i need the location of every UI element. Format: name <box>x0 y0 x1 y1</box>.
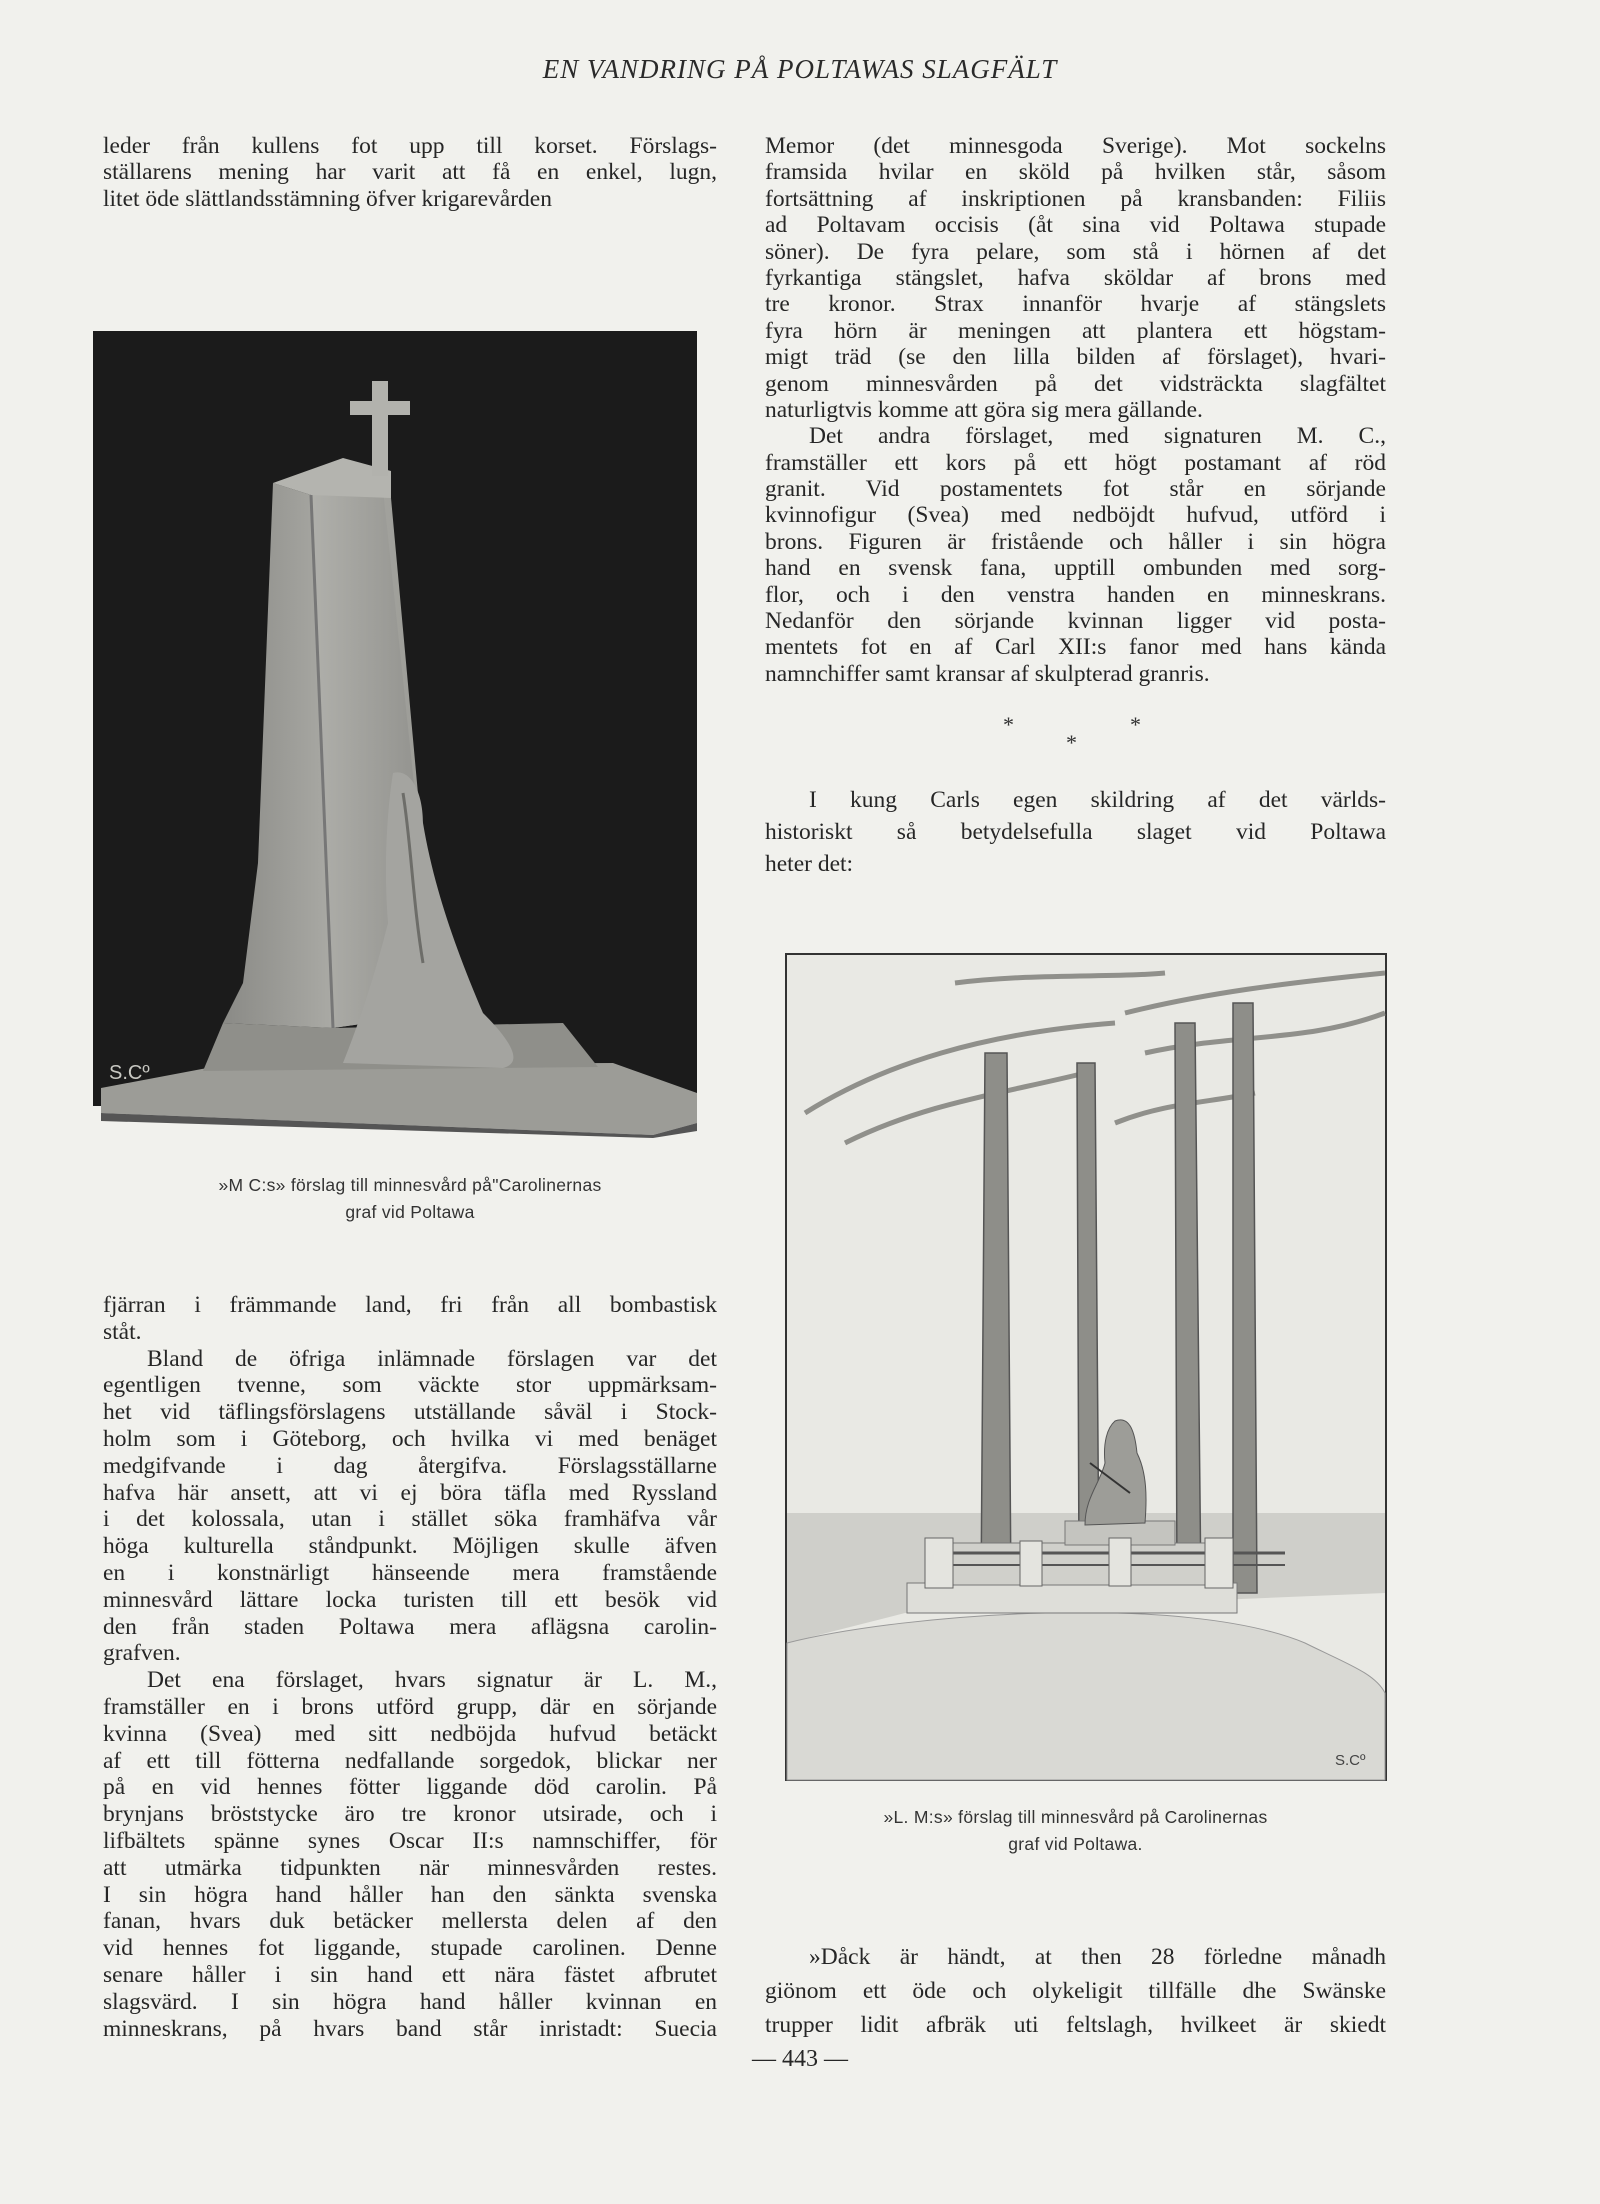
text-line: slagsvärd. I sin högra hand håller kvinnan en <box>103 1988 717 2015</box>
text-line: I sin högra hand håller han den sänkta svenska <box>103 1881 717 1908</box>
text-line: I kung Carls egen skildring af det världs- <box>809 787 1386 813</box>
drawing-signature: S.Cº <box>1335 1752 1366 1769</box>
text-line: giönom ett öde och olykeligit tillfälle dhe Swänske <box>765 1978 1386 2004</box>
figure2-caption-line: graf vid Poltawa. <box>1008 1834 1143 1854</box>
right-column-bottom-text <box>765 1940 1386 2042</box>
text-line: fjärran i främmande land, fri från all bombastisk <box>103 1292 717 1318</box>
separator-star: * <box>1066 730 1077 755</box>
text-line: på en vid hennes fötter liggande död carolin. På <box>103 1774 717 1801</box>
text-line: brons. Figuren är fristående och håller i sin högra <box>765 528 1386 555</box>
text-line: litet öde slättlandsstämning öfver krigarevården <box>103 185 552 212</box>
text-line: i det kolossala, utan i stället söka framhäfva vår <box>103 1506 717 1533</box>
text-line: brynjans bröststycke äro tre kronor utsirade, och i <box>103 1801 717 1828</box>
text-line: kvinnofigur (Svea) med nedböjdt hufvud, utförd i <box>765 502 1386 529</box>
figure1-caption-line: graf vid Poltawa <box>345 1202 475 1222</box>
text-line: holm som i Göteborg, och hvilka vi med benäget <box>103 1425 717 1452</box>
text-line: heter det: <box>765 851 854 877</box>
text-line: »Dåck är händt, at then 28 förledne månadh <box>809 1944 1386 1970</box>
photo-signature: S.Cº <box>109 1062 150 1084</box>
text-line: Det andra förslaget, med signaturen M. C., <box>809 423 1386 450</box>
right-column-top-text <box>765 133 1386 687</box>
text-line: söner). De fyra pelare, som stå i hörnen af det <box>765 238 1386 265</box>
text-line: senare håller i sin hand ett nära fästet afbrutet <box>103 1961 717 1988</box>
text-line: fortsättning af inskriptionen på kransbanden: Filiis <box>765 185 1386 212</box>
text-line: ad Poltavam occisis (åt sina vid Poltawa stupade <box>765 212 1386 239</box>
text-line: framsida hvilar en sköld på hvilken står, såsom <box>765 159 1386 186</box>
text-line: trupper lidit afbräk uti feltslagh, hvilkeet är skiedt <box>765 2012 1386 2038</box>
text-line: flor, och i den venstra handen en minneskrans. <box>765 581 1386 608</box>
text-line: egentligen tvenne, som väckte stor uppmärksam- <box>103 1372 717 1399</box>
text-line: grafven. <box>103 1640 181 1667</box>
figure2-caption-line: »L. M:s» förslag till minnesvård på Carolinernas <box>883 1807 1268 1827</box>
text-line: Memor (det minnesgoda Sverige). Mot sockelns <box>765 133 1386 159</box>
text-line: ståt. <box>103 1318 142 1345</box>
figure-lm-monument-drawing <box>785 953 1388 1783</box>
text-line: genom minnesvården på det vidsträckta slagfältet <box>765 370 1386 397</box>
text-line: framställer en i brons utförd grupp, där en sörjande <box>103 1693 717 1720</box>
text-line: historiskt så betydelsefulla slaget vid Poltawa <box>765 819 1386 845</box>
text-line: en i konstnärligt hänseende mera framstående <box>103 1559 717 1586</box>
separator-star: * <box>1130 712 1141 737</box>
running-header: EN VANDRING PÅ POLTAWAS SLAGFÄLT <box>542 54 1058 84</box>
monument-platform <box>907 1583 1237 1613</box>
text-line: minneskrans, på hvars band står inristadt: Suecia <box>103 2015 717 2042</box>
text-line: Bland de öfriga inlämnade förslagen var det <box>147 1345 717 1372</box>
figure1-caption <box>103 1172 717 1226</box>
separator-star: * <box>1003 712 1014 737</box>
text-line: het vid täflingsförslagens utställande såväl i Stock- <box>103 1399 717 1426</box>
figure2-caption <box>765 1804 1386 1858</box>
left-column-top-text <box>103 133 717 212</box>
text-line: hand en svensk fana, upptill ombunden med sorg- <box>765 555 1386 582</box>
text-line: lifbältets spänne synes Oscar II:s namnschiffer, för <box>103 1827 717 1854</box>
left-column-bottom-text <box>103 1292 717 2042</box>
figure-mc-monument-photo <box>93 323 699 1138</box>
text-line: namnchiffer samt kransar af skulpterad granris. <box>765 660 1210 687</box>
text-line: medgifvande i dag återgifva. Förslagsställarne <box>103 1452 717 1479</box>
text-line: af ett till fötterna nedfallande sorgedok, blickar ner <box>103 1747 717 1774</box>
text-line: Det ena förslaget, hvars signatur är L. M., <box>147 1667 717 1694</box>
text-line: tre kronor. Strax innanför hvarje af stängslets <box>765 291 1386 318</box>
text-line: fyra hörn är meningen att plantera ett högstam- <box>765 317 1386 344</box>
text-line: kvinna (Svea) med sitt nedböjda hufvud betäckt <box>103 1720 717 1747</box>
text-line: naturligtvis komme att göra sig mera gällande. <box>765 396 1203 423</box>
text-line: att utmärka tidpunkten när minnesvården restes. <box>103 1854 717 1881</box>
text-line: fyrkantiga stängslet, hafva sköldar af brons med <box>765 264 1386 291</box>
page-number: — 443 — <box>752 2046 848 2072</box>
right-column-mid-text <box>765 784 1386 880</box>
text-line: minnesvård lättare locka turisten till ett besök vid <box>103 1586 717 1613</box>
figure1-caption-line: »M C:s» förslag till minnesvård på"Carolinernas <box>218 1175 602 1195</box>
text-line: ställarens mening har varit att få en enkel, lugn, <box>103 159 717 186</box>
text-line: leder från kullens fot upp till korset. Förslags- <box>103 133 717 159</box>
text-line: Nedanför den sörjande kvinnan ligger vid posta- <box>765 608 1386 635</box>
text-line: mentets fot en af Carl XII:s fanor med hans kända <box>765 634 1386 661</box>
monument-base <box>101 1063 697 1135</box>
text-line: vid hennes fot liggande, stupade carolinen. Denne <box>103 1935 717 1962</box>
text-line: granit. Vid postamentets fot står en sörjande <box>765 476 1386 503</box>
text-line: hafva här ansett, att vi ej böra täfla med Ryssland <box>103 1479 717 1506</box>
text-line: höga kulturella ståndpunkt. Möjligen skulle äfven <box>103 1533 717 1560</box>
text-line: framställer ett kors på ett högt postamant af röd <box>765 449 1386 476</box>
text-line: den från staden Poltawa mera aflägsna carolin- <box>103 1613 717 1640</box>
text-line: migt träd (se den lilla bilden af förslaget), hvari- <box>765 344 1386 371</box>
text-line: fanan, hvars duk betäcker mellersta delen af den <box>103 1908 717 1935</box>
